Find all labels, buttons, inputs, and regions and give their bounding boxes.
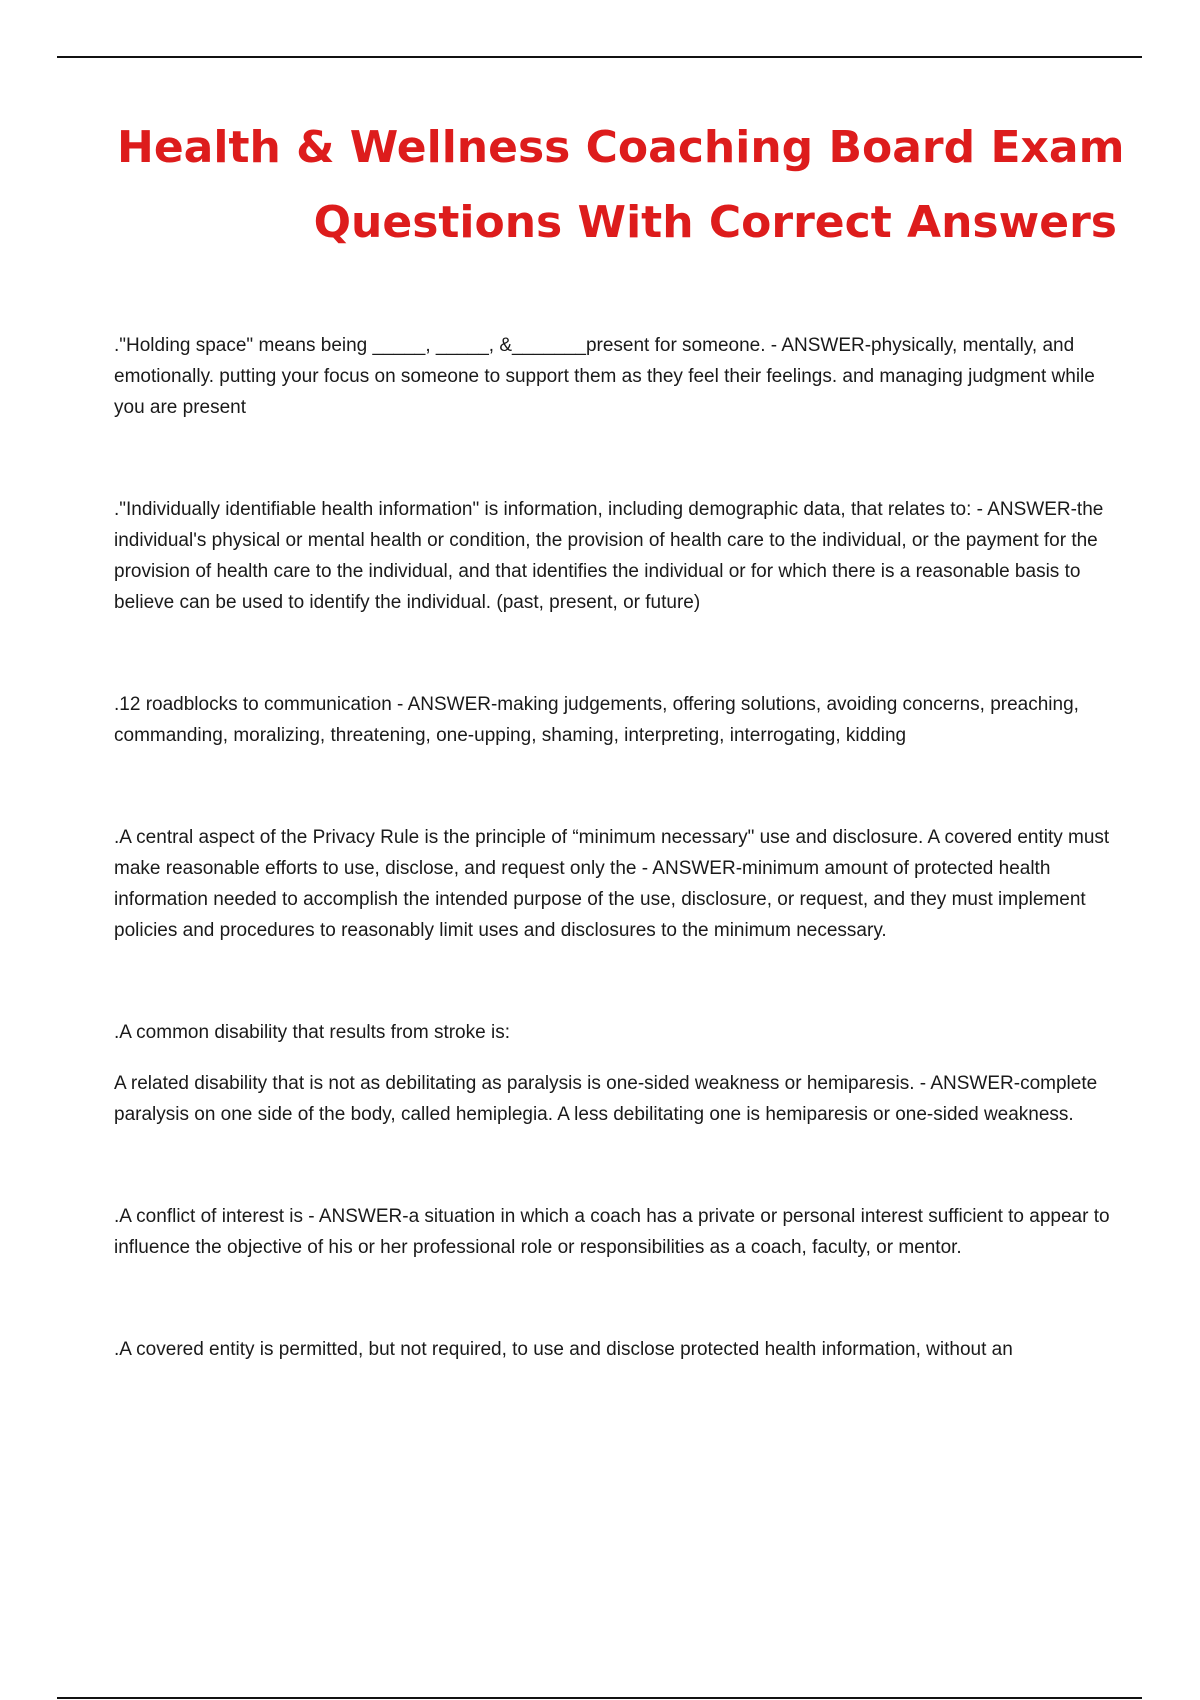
qa-text: .A conflict of interest is - ANSWER-a situation in which a coach has a private or personal interest sufficient to appear to influence the objective of his or her professional role or responsibilities as a coach, faculty, or mentor. — [114, 1206, 1110, 1258]
qa-text: ."Holding space" means being _____, _____, &_______present for someone. - ANSWER-physically, mentally, and emotionally. putting your focus on someone to support them as they feel their feelings. and managing judgment while you are present — [114, 335, 1095, 418]
qa-text: .A common disability that results from stroke is: — [114, 1022, 510, 1043]
top-rule — [57, 56, 1142, 58]
document-title — [117, 110, 1125, 260]
bottom-rule — [57, 1697, 1142, 1699]
qa-entry-covered-entity — [114, 1334, 1114, 1365]
qa-entry-stroke-disability — [114, 1017, 1114, 1130]
qa-text: .12 roadblocks to communication - ANSWER-making judgements, offering solutions, avoiding concerns, preaching, commanding, moralizing, threatening, one-upping, shaming, interpreting, interrogating, kidding — [114, 694, 1079, 746]
qa-entry-conflict-of-interest — [114, 1201, 1114, 1263]
qa-entry-holding-space — [114, 330, 1114, 423]
qa-text: .A central aspect of the Privacy Rule is the principle of “minimum necessary" use and disclosure. A covered entity must make reasonable efforts to use, disclose, and request only the - ANSWER-minimum amount of protected health information needed to accomplish the intended purpose of the use, disclosure, or request, and they must implement policies and procedures to reasonably limit uses and disclosures to the minimum necessary. — [114, 827, 1110, 941]
qa-text: .A covered entity is permitted, but not required, to use and disclose protected health information, without an — [114, 1339, 1013, 1360]
qa-list — [114, 330, 1114, 1436]
title-line-1: Health & Wellness Coaching Board Exam — [117, 122, 1125, 173]
qa-entry-roadblocks — [114, 689, 1114, 751]
qa-entry-minimum-necessary — [114, 822, 1114, 946]
qa-text-continued: A related disability that is not as debilitating as paralysis is one-sided weakness or hemiparesis. - ANSWER-complete paralysis on one side of the body, called hemiplegia. A less debilitating one is hemiparesis or one-sided weakness. — [114, 1073, 1098, 1125]
qa-entry-health-information — [114, 494, 1114, 618]
qa-text: ."Individually identifiable health information" is information, including demographic data, that relates to: - ANSWER-the individual's physical or mental health or condition, the provision of health care to the individual, or the payment for the provision of health care to the individual, and that identifies the individual or for which there is a reasonable basis to believe can be used to identify the individual. (past, present, or future) — [114, 499, 1104, 613]
title-line-2: Questions With Correct Answers — [313, 197, 1117, 248]
